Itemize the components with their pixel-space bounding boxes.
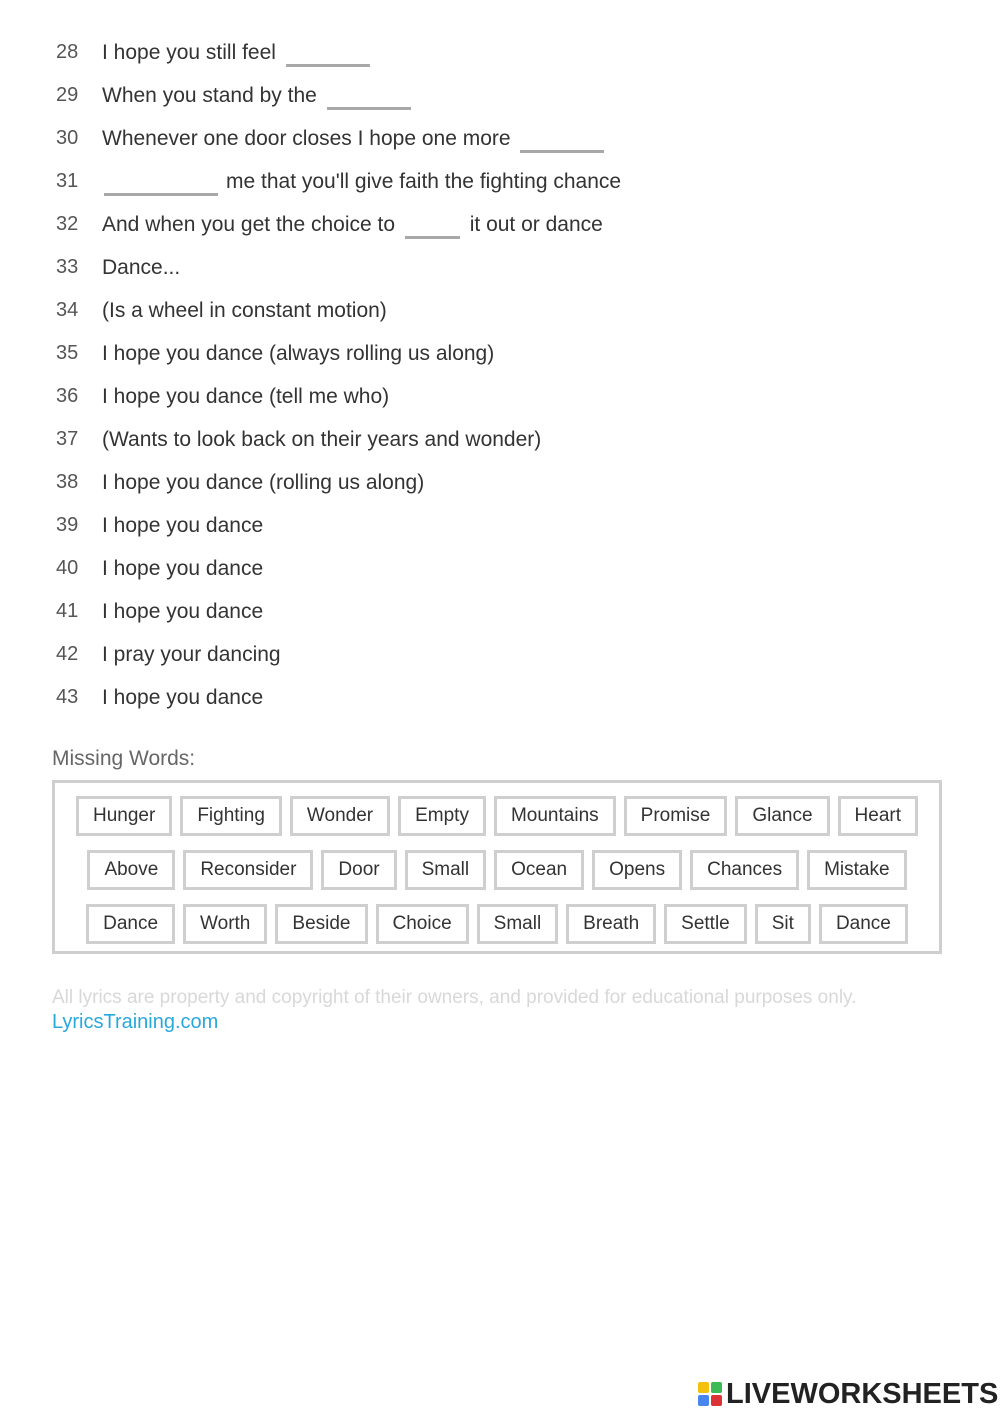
lyric-text: I pray your dancing (102, 643, 281, 666)
line-number: 42 (56, 643, 79, 665)
lyric-line (0, 461, 1000, 504)
line-number: 40 (56, 557, 79, 579)
word-chip[interactable]: Beside (275, 904, 367, 944)
lyric-line (0, 74, 1000, 117)
blank-input[interactable] (520, 136, 604, 153)
liveworksheets-icon (698, 1382, 722, 1406)
word-bank-row (55, 904, 939, 944)
word-chip[interactable]: Mountains (494, 796, 616, 836)
word-chip[interactable]: Mistake (807, 850, 906, 890)
word-chip[interactable]: Worth (183, 904, 267, 944)
lyric-text: I hope you dance (tell me who) (102, 385, 390, 408)
lyric-before: Whenever one door closes I hope one more (102, 127, 511, 150)
lyric-line (0, 332, 1000, 375)
lyric-line (0, 31, 1000, 74)
blank-input[interactable] (104, 179, 218, 196)
line-number: 36 (56, 385, 79, 407)
line-number: 33 (56, 256, 79, 278)
lyric-line (0, 160, 1000, 203)
lyrics-list (0, 31, 1000, 719)
word-chip[interactable]: Ocean (494, 850, 584, 890)
word-chip[interactable]: Glance (735, 796, 829, 836)
word-chip[interactable]: Sit (755, 904, 811, 944)
word-chip[interactable]: Reconsider (183, 850, 313, 890)
word-chip[interactable]: Door (321, 850, 396, 890)
lyric-text: I hope you dance (102, 686, 264, 709)
lyric-text (102, 74, 415, 117)
word-chip[interactable]: Empty (398, 796, 486, 836)
blank-input[interactable] (327, 93, 411, 110)
word-chip[interactable]: Above (87, 850, 175, 890)
word-chip[interactable]: Dance (86, 904, 175, 944)
line-number: 30 (56, 127, 79, 149)
line-number: 41 (56, 600, 79, 622)
lyric-text (102, 31, 374, 74)
lyric-before: I hope you still feel (102, 41, 276, 64)
lyric-line (0, 117, 1000, 160)
lyric-text: I hope you dance (102, 557, 264, 580)
line-number: 37 (56, 428, 79, 450)
lyric-line (0, 203, 1000, 246)
lyric-after: me that you'll give faith the fighting chance (226, 170, 622, 193)
lyric-line (0, 504, 1000, 547)
lyric-text (102, 203, 603, 246)
word-chip[interactable]: Small (477, 904, 559, 944)
line-number: 35 (56, 342, 79, 364)
word-chip[interactable]: Fighting (180, 796, 282, 836)
word-bank-row (55, 850, 939, 890)
word-chip[interactable]: Chances (690, 850, 799, 890)
word-chip[interactable]: Settle (664, 904, 747, 944)
liveworksheets-logo[interactable] (698, 1374, 998, 1414)
lyric-before: When you stand by the (102, 84, 317, 107)
brand-name: LIVEWORKSHEETS (726, 1377, 999, 1410)
word-bank-row (55, 796, 939, 836)
lyric-text: (Is a wheel in constant motion) (102, 299, 387, 322)
line-number: 29 (56, 84, 79, 106)
line-number: 28 (56, 41, 79, 63)
lyric-text (102, 117, 608, 160)
word-bank (52, 780, 942, 954)
word-chip[interactable]: Choice (376, 904, 469, 944)
lyric-line (0, 246, 1000, 289)
lyric-text: I hope you dance (102, 514, 264, 537)
copyright-disclaimer: All lyrics are property and copyright of their owners, and provided for educational purposes only. (52, 987, 857, 1008)
missing-words-label: Missing Words: (52, 747, 196, 770)
line-number: 32 (56, 213, 79, 235)
lyric-line (0, 676, 1000, 719)
lyric-line (0, 590, 1000, 633)
line-number: 39 (56, 514, 79, 536)
lyric-text: I hope you dance (102, 600, 264, 623)
line-number: 34 (56, 299, 79, 321)
lyric-text (102, 160, 621, 203)
word-chip[interactable]: Dance (819, 904, 908, 944)
word-chip[interactable]: Opens (592, 850, 682, 890)
word-chip[interactable]: Heart (838, 796, 918, 836)
line-number: 43 (56, 686, 79, 708)
word-chip[interactable]: Wonder (290, 796, 390, 836)
lyric-text: (Wants to look back on their years and wonder) (102, 428, 542, 451)
lyric-line (0, 633, 1000, 676)
lyric-line (0, 418, 1000, 461)
lyric-after: it out or dance (469, 213, 603, 236)
lyric-line (0, 375, 1000, 418)
line-number: 38 (56, 471, 79, 493)
lyric-text: I hope you dance (always rolling us along) (102, 342, 495, 365)
line-number: 31 (56, 170, 79, 192)
lyricstraining-link[interactable]: LyricsTraining.com (52, 1011, 219, 1033)
lyric-before: And when you get the choice to (102, 213, 396, 236)
word-chip[interactable]: Small (405, 850, 487, 890)
blank-input[interactable] (286, 50, 370, 67)
lyric-line (0, 547, 1000, 590)
word-chip[interactable]: Promise (624, 796, 728, 836)
word-chip[interactable]: Hunger (76, 796, 172, 836)
lyric-line (0, 289, 1000, 332)
lyric-text: I hope you dance (rolling us along) (102, 471, 425, 494)
lyric-text: Dance... (102, 256, 181, 279)
blank-input[interactable] (405, 222, 460, 239)
word-chip[interactable]: Breath (566, 904, 656, 944)
